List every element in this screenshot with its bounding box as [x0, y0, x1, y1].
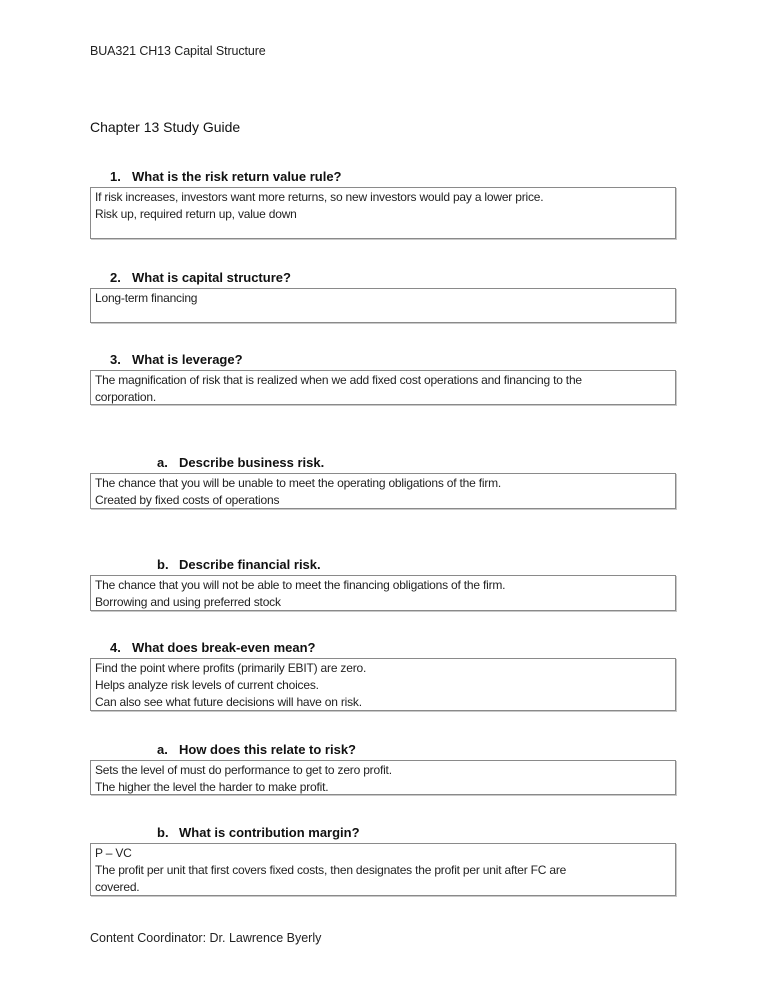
question-text: What does break-even mean?: [132, 640, 316, 655]
question-text: What is capital structure?: [132, 270, 291, 285]
question-4: [110, 640, 316, 655]
answer-line: The profit per unit that first covers fixed costs, then designates the profit per unit after FC are: [95, 863, 567, 877]
question-number: 4.: [110, 640, 121, 655]
question-text: What is the risk return value rule?: [132, 169, 342, 184]
question-number: 1.: [110, 169, 121, 184]
answer-box-4a[interactable]: [90, 760, 676, 795]
question-number: b.: [157, 825, 169, 840]
answer-box-2[interactable]: [90, 288, 676, 323]
answer-line: Risk up, required return up, value down: [95, 207, 297, 221]
answer-line: corporation.: [95, 390, 156, 404]
answer-line: If risk increases, investors want more returns, so new investors would pay a lower price.: [95, 190, 544, 204]
question-text: Describe business risk.: [179, 455, 325, 470]
answer-line: Created by fixed costs of operations: [95, 493, 280, 507]
answer-line: Find the point where profits (primarily EBIT) are zero.: [95, 661, 367, 675]
question-number: b.: [157, 557, 169, 572]
answer-box-1[interactable]: [90, 187, 676, 239]
question-3: [110, 352, 243, 367]
answer-line: The chance that you will be unable to meet the operating obligations of the firm.: [95, 476, 502, 490]
question-4a: [157, 742, 356, 757]
question-3b: [157, 557, 321, 572]
page-footer: Content Coordinator: Dr. Lawrence Byerly: [90, 931, 322, 945]
question-number: 2.: [110, 270, 121, 285]
question-text: How does this relate to risk?: [179, 742, 356, 757]
question-text: Describe financial risk.: [179, 557, 321, 572]
question-number: a.: [157, 455, 168, 470]
answer-line: P – VC: [95, 846, 132, 860]
answer-box-4b[interactable]: [90, 843, 676, 896]
answer-line: Helps analyze risk levels of current choices.: [95, 678, 319, 692]
answer-line: The chance that you will not be able to meet the financing obligations of the firm.: [95, 578, 506, 592]
question-text: What is leverage?: [132, 352, 243, 367]
answer-line: Borrowing and using preferred stock: [95, 595, 281, 609]
document-title: Chapter 13 Study Guide: [90, 119, 241, 135]
question-number: a.: [157, 742, 168, 757]
answer-line: Can also see what future decisions will have on risk.: [95, 695, 362, 709]
question-4b: [157, 825, 360, 840]
answer-line: Sets the level of must do performance to get to zero profit.: [95, 763, 392, 777]
answer-line: The higher the level the harder to make profit.: [95, 780, 329, 794]
answer-box-4[interactable]: [90, 658, 676, 711]
answer-box-3b[interactable]: [90, 575, 676, 611]
answer-line: Long-term financing: [95, 291, 198, 305]
answer-line: The magnification of risk that is realized when we add fixed cost operations and financing to the: [95, 373, 582, 387]
answer-line: covered.: [95, 880, 140, 894]
answer-box-3a[interactable]: [90, 473, 676, 509]
page-header: BUA321 CH13 Capital Structure: [90, 44, 266, 58]
question-3a: [157, 455, 324, 470]
answer-box-3[interactable]: [90, 370, 676, 405]
question-2: [110, 270, 291, 285]
question-1: [110, 169, 342, 184]
question-number: 3.: [110, 352, 121, 367]
question-text: What is contribution margin?: [179, 825, 360, 840]
